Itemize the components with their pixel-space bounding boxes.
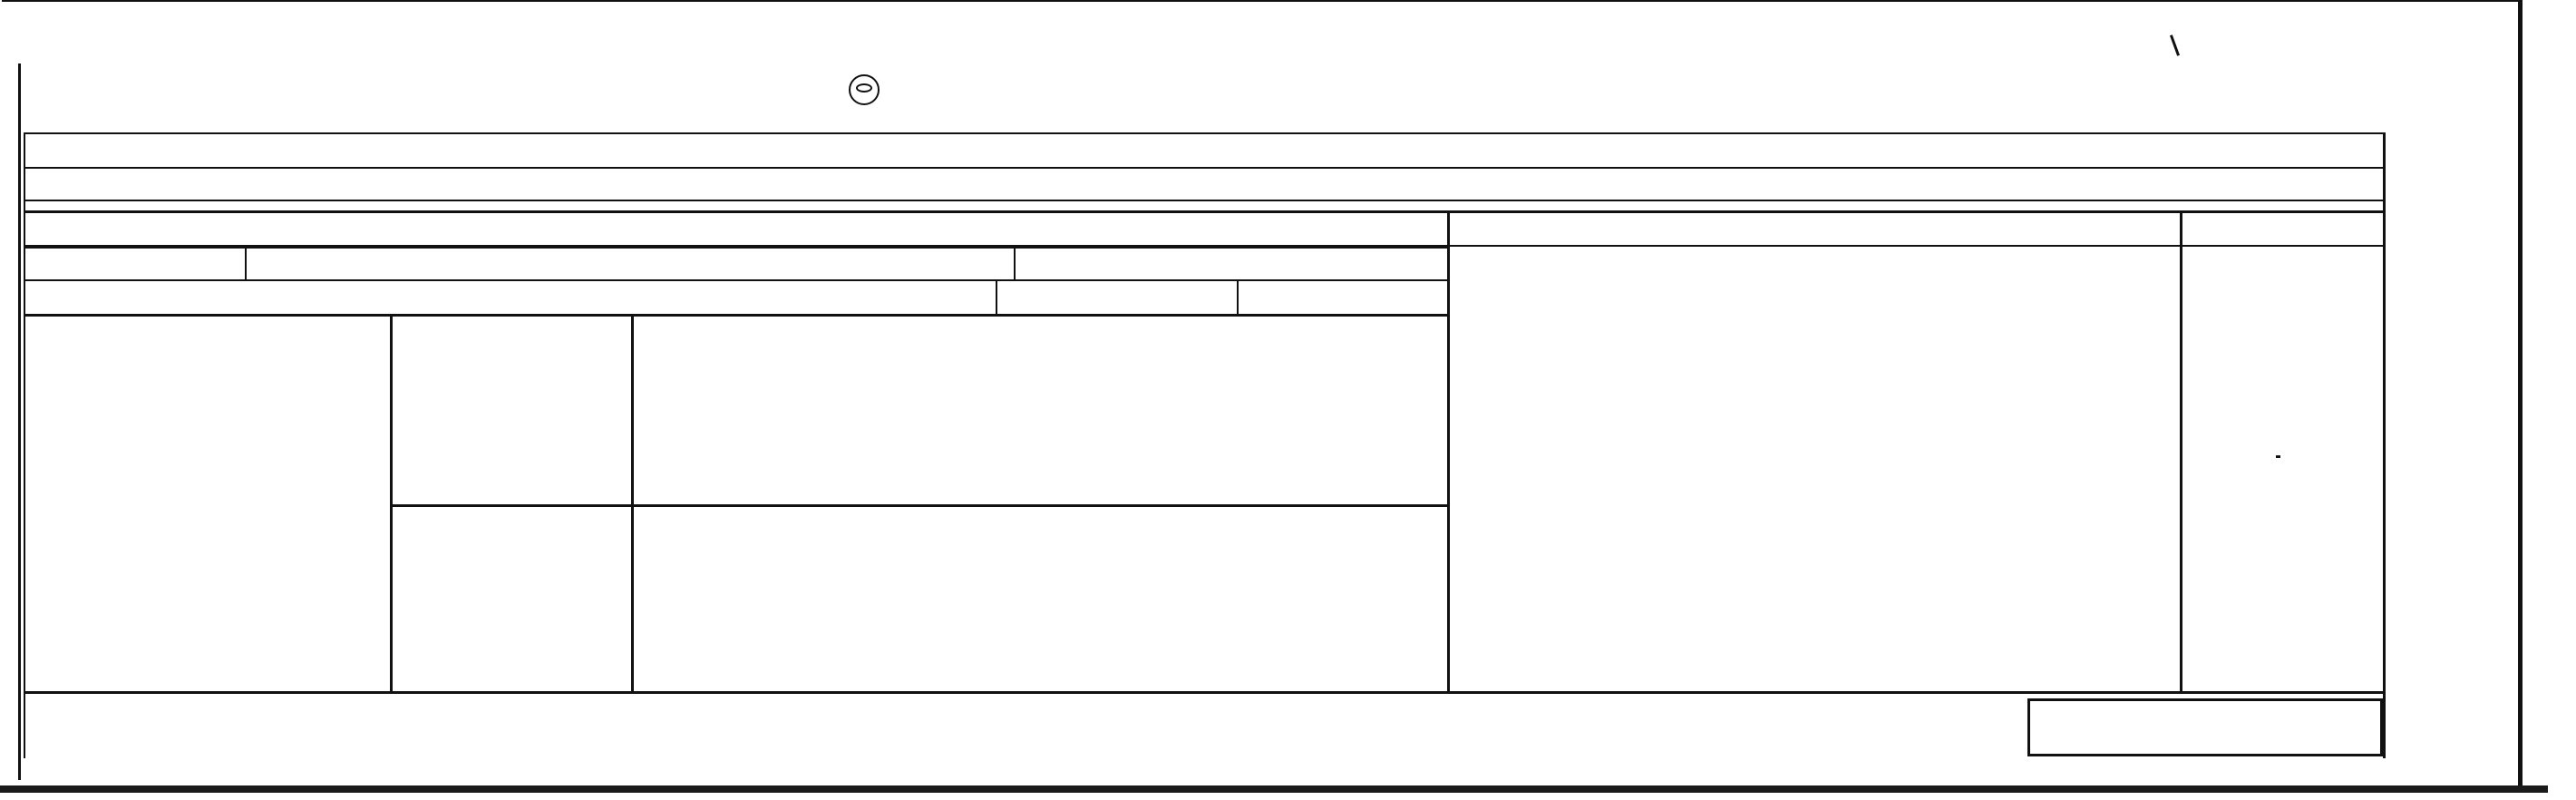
rule-type <box>24 210 2383 213</box>
frame-left-edge <box>18 63 21 780</box>
barcode <box>1483 63 2205 127</box>
footer-guide-box <box>2027 698 2383 756</box>
rule-name <box>24 167 2383 169</box>
rule-city <box>24 314 1447 317</box>
rule-months-right <box>631 314 634 693</box>
stray-mark <box>2276 455 2280 458</box>
rule-plate <box>24 279 1447 281</box>
rule-plate-doc <box>245 247 247 281</box>
rule-city-id <box>996 279 997 316</box>
rule-status-right <box>390 314 393 693</box>
rule-sign-right <box>2180 210 2182 693</box>
rule-doc-adm <box>1014 247 1016 281</box>
rule-sign-left <box>1447 210 1450 693</box>
frame-bottom-edge <box>0 785 2548 793</box>
rule-plate-top <box>24 247 1447 249</box>
rule-address <box>24 200 2383 201</box>
rule-visits <box>390 504 1447 507</box>
rule-footer <box>24 691 2383 694</box>
side-text <box>2376 109 2575 689</box>
rule-left <box>24 132 25 758</box>
rule-id-tel <box>1237 279 1239 316</box>
rule-top <box>24 132 2383 134</box>
certipostal-logo <box>834 74 898 123</box>
